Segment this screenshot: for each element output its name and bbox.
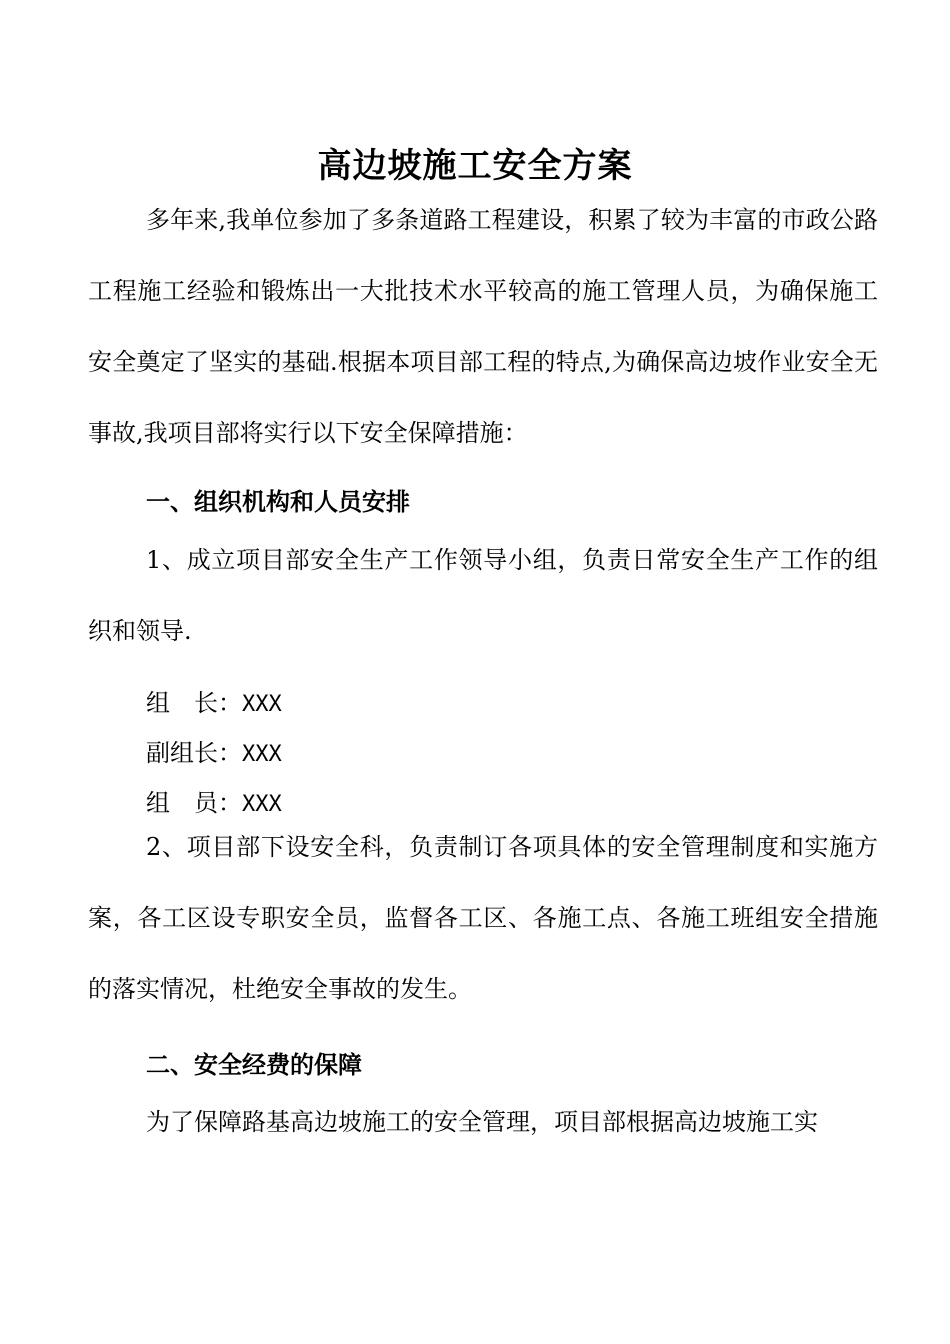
member-name: XXX — [242, 742, 282, 767]
member-role: 副组长： — [146, 739, 242, 767]
member-name: XXX — [242, 792, 282, 817]
section-heading-funding: 二、安全经费的保障 — [146, 1050, 362, 1079]
member-line-deputy — [146, 733, 282, 768]
intro-paragraph: 多年来,我单位参加了多条道路工程建设，积累了较为丰富的市政公路工程施工经验和锻炼出一大批技术水平较高的施工管理人员，为确保施工安全奠定了坚实的基础.根据本项目部工程的特点,为确保高边坡作业安全无事故,我项目部将实行以下安全保障措施： — [88, 206, 878, 447]
item-1-paragraph: 1、成立项目部安全生产工作领导小组，负责日常安全生产工作的组织和领导. — [88, 546, 878, 645]
member-role: 组 长： — [146, 689, 242, 717]
item-2-paragraph: 2、项目部下设安全科，负责制订各项具体的安全管理制度和实施方案，各工区设专职安全员，监督各工区、各施工点、各施工班组安全措施的落实情况，杜绝安全事故的发生。 — [88, 833, 878, 1003]
member-role: 组 员： — [146, 789, 242, 817]
member-line-leader — [146, 683, 282, 718]
member-name: XXX — [242, 692, 282, 717]
funding-paragraph: 为了保障路基高边坡施工的安全管理，项目部根据高边坡施工实 — [146, 1108, 818, 1136]
document-title: 高边坡施工安全方案 — [317, 146, 633, 186]
section-heading-organization: 一、组织机构和人员安排 — [146, 487, 410, 516]
